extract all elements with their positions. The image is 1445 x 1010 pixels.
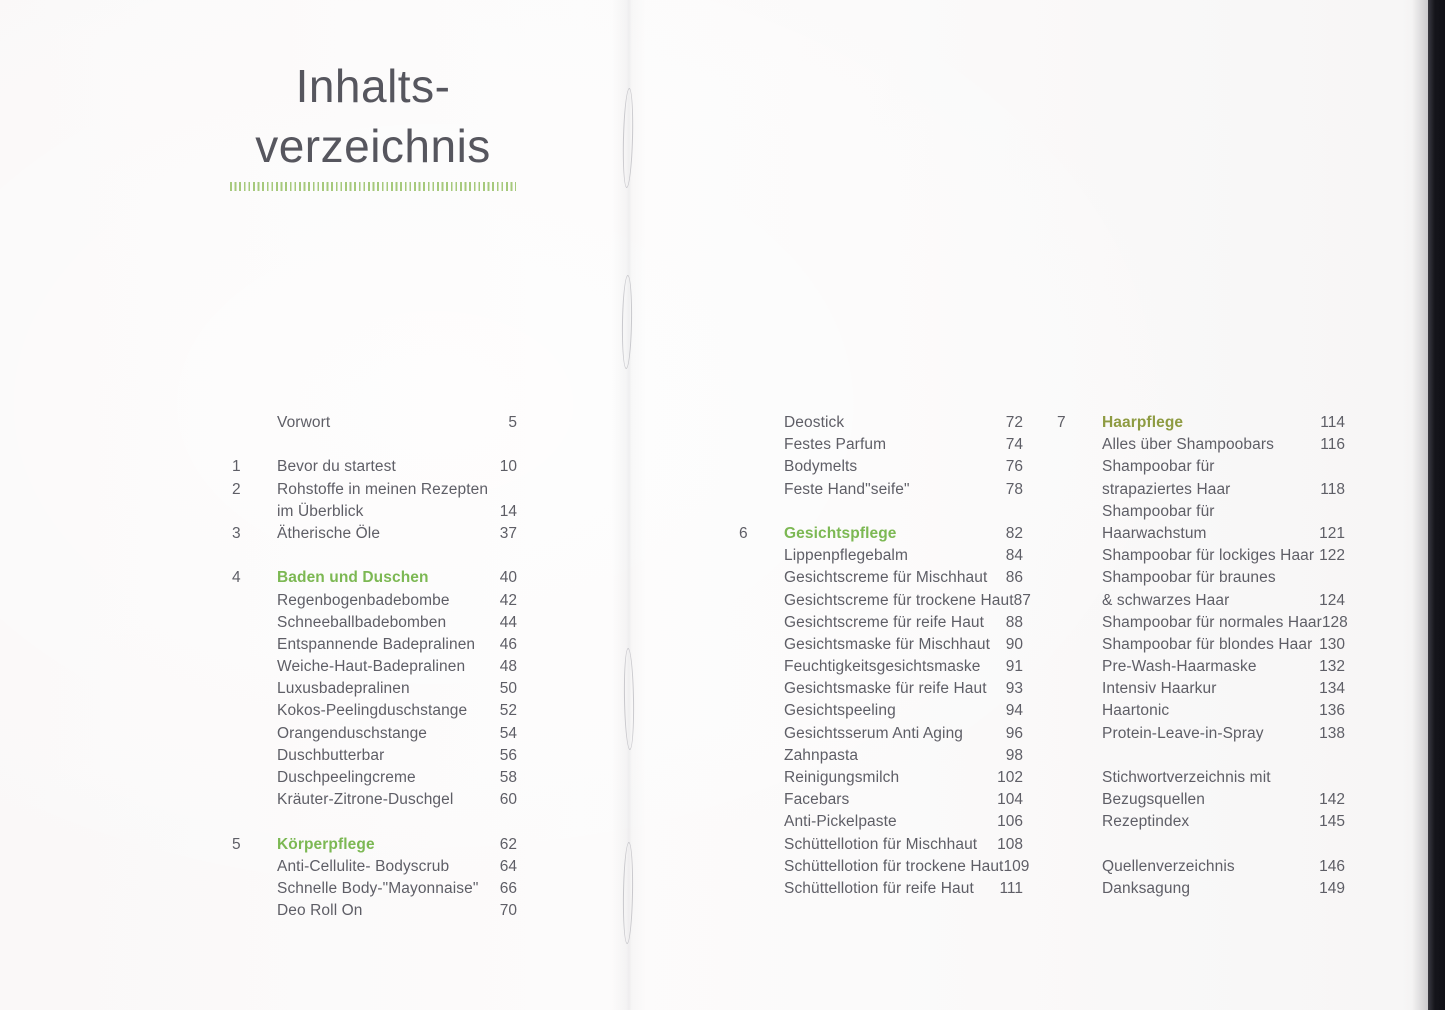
toc-row-page: 114 bbox=[1320, 414, 1345, 431]
toc-row-page: 136 bbox=[1319, 702, 1345, 720]
toc-row-page: 10 bbox=[499, 458, 517, 476]
toc-row bbox=[1057, 856, 1345, 878]
toc-row-number bbox=[1057, 612, 1102, 634]
toc-row-label: Alles über Shampoobars bbox=[1102, 436, 1274, 454]
toc-row bbox=[739, 789, 1023, 811]
toc-row bbox=[1057, 523, 1345, 545]
toc-row bbox=[739, 723, 1023, 745]
toc-row bbox=[1057, 700, 1345, 722]
toc-row-number bbox=[1057, 700, 1102, 722]
toc-row-page: 116 bbox=[1320, 436, 1345, 454]
toc-row-label: Rezeptindex bbox=[1102, 813, 1190, 831]
toc-row bbox=[232, 678, 517, 700]
page-title bbox=[228, 56, 518, 176]
toc-row-label: Shampoobar für normales Haar bbox=[1102, 613, 1322, 631]
toc-row-page: 122 bbox=[1319, 547, 1345, 565]
toc-row-number bbox=[232, 900, 277, 922]
toc-row-label: Shampoobar für braunes bbox=[1102, 569, 1276, 587]
toc-row-page: 64 bbox=[499, 857, 517, 875]
toc-row-page: 93 bbox=[1005, 680, 1023, 698]
toc-row bbox=[739, 678, 1023, 700]
toc-row-label: Kokos-Peelingduschstange bbox=[277, 702, 468, 720]
toc-row bbox=[1057, 567, 1345, 589]
toc-row-page: 87 bbox=[1013, 591, 1031, 609]
toc-row bbox=[739, 700, 1023, 722]
toc-row-number bbox=[739, 856, 784, 878]
toc-row bbox=[739, 612, 1023, 634]
toc-row-label: Gesichtsserum Anti Aging bbox=[784, 724, 964, 742]
page-title-line1: Inhalts- bbox=[295, 60, 451, 112]
toc-row-number bbox=[1057, 501, 1102, 523]
toc-row-number bbox=[739, 412, 784, 434]
toc-row-page: 98 bbox=[1005, 746, 1023, 764]
toc-row bbox=[1057, 545, 1345, 567]
toc-row-page: 84 bbox=[1005, 547, 1023, 565]
toc-row-number bbox=[232, 856, 277, 878]
toc-row-page: 86 bbox=[1005, 569, 1023, 587]
toc-row-label: Gesichtscreme für Mischhaut bbox=[784, 569, 988, 587]
toc-row-number bbox=[1057, 811, 1102, 833]
toc-row-page: 91 bbox=[1005, 658, 1023, 676]
toc-row-label: Weiche-Haut-Badepralinen bbox=[277, 658, 466, 676]
toc-row-number bbox=[1057, 656, 1102, 678]
toc-row bbox=[1057, 612, 1348, 634]
toc-row-label: Reinigungsmilch bbox=[784, 769, 900, 786]
toc-row-page: 90 bbox=[1005, 635, 1023, 653]
toc-row-number bbox=[1057, 767, 1102, 789]
toc-row-label: Gesichtscreme für trockene Haut bbox=[784, 591, 1014, 609]
toc-row-label: Shampoobar für lockiges Haar bbox=[1102, 547, 1315, 565]
toc-row-page: 52 bbox=[499, 702, 517, 720]
toc-row bbox=[232, 856, 517, 878]
toc-row bbox=[232, 723, 517, 745]
page-edge-shadow bbox=[1412, 0, 1428, 1010]
toc-row bbox=[232, 456, 517, 478]
toc-row-label: & schwarzes Haar bbox=[1102, 591, 1230, 609]
toc-row-number bbox=[1057, 434, 1102, 456]
toc-row-number: 1 bbox=[232, 458, 241, 476]
toc-row-label: Bodymelts bbox=[784, 458, 858, 476]
toc-row-number bbox=[739, 811, 784, 833]
toc-row bbox=[739, 656, 1023, 678]
toc-row-page: 149 bbox=[1319, 879, 1345, 897]
toc-row-number bbox=[1057, 456, 1102, 478]
toc-row bbox=[739, 767, 1023, 789]
toc-row-number bbox=[739, 456, 784, 478]
toc-row-label: Pre-Wash-Haarmaske bbox=[1102, 658, 1257, 676]
toc-row-label: Stichwortverzeichnis mit bbox=[1102, 769, 1271, 786]
toc-row-number bbox=[232, 678, 277, 700]
toc-row-number bbox=[739, 700, 784, 722]
toc-row-page: 66 bbox=[499, 879, 517, 897]
toc-row bbox=[1057, 767, 1345, 789]
toc-row bbox=[232, 412, 517, 434]
toc-row bbox=[232, 590, 517, 612]
toc-row bbox=[739, 545, 1023, 567]
toc-row-number bbox=[1057, 789, 1102, 811]
toc-row bbox=[1057, 634, 1345, 656]
toc-row-label: Gesichtspeeling bbox=[784, 702, 896, 720]
toc-spacer bbox=[232, 434, 517, 456]
toc-row-number bbox=[739, 634, 784, 656]
toc-row-number bbox=[232, 501, 277, 523]
toc-row-page: 109 bbox=[1003, 857, 1030, 875]
toc-row-number: 7 bbox=[1057, 414, 1066, 431]
toc-row-number bbox=[739, 745, 784, 767]
toc-row-page: 124 bbox=[1319, 591, 1345, 609]
toc-row bbox=[232, 834, 517, 856]
toc-row-number: 5 bbox=[232, 835, 241, 853]
toc-row-page: 121 bbox=[1319, 524, 1345, 542]
toc-row-label: Schnelle Body-"Mayonnaise" bbox=[277, 879, 479, 897]
toc-row-label: Regenbogenbadebombe bbox=[277, 591, 450, 609]
toc-row-number bbox=[232, 612, 277, 634]
toc-row bbox=[739, 412, 1023, 434]
toc-row-label: Schüttellotion für trockene Haut bbox=[784, 857, 1004, 875]
toc-row-number bbox=[1057, 545, 1102, 567]
toc-row bbox=[739, 590, 1031, 612]
toc-row-number bbox=[739, 678, 784, 700]
toc-row-page: 94 bbox=[1005, 702, 1023, 720]
toc-row-page: 60 bbox=[499, 791, 517, 809]
toc-row-page: 50 bbox=[499, 680, 517, 698]
toc-row-number bbox=[232, 656, 277, 678]
toc-row-page: 118 bbox=[1320, 480, 1345, 498]
toc-row bbox=[232, 745, 517, 767]
toc-row bbox=[1057, 412, 1345, 434]
toc-row-label: Anti-Cellulite- Bodyscrub bbox=[277, 857, 450, 875]
toc-row-number bbox=[739, 434, 784, 456]
toc-row-label: Shampoobar für bbox=[1102, 458, 1215, 476]
toc-row-label: Festes Parfum bbox=[784, 436, 887, 454]
toc-row-label: Schneeballbadebomben bbox=[277, 613, 447, 631]
toc-row-page: 58 bbox=[499, 769, 517, 786]
toc-spacer bbox=[1057, 834, 1345, 856]
toc-row-number: 2 bbox=[232, 480, 241, 498]
toc-column-right bbox=[1057, 412, 1348, 900]
toc-row-number bbox=[232, 745, 277, 767]
toc-row bbox=[739, 479, 1023, 501]
toc-row bbox=[232, 900, 517, 922]
toc-row bbox=[1057, 501, 1345, 523]
toc-row bbox=[1057, 878, 1345, 900]
toc-row-page: 142 bbox=[1319, 791, 1345, 809]
toc-column-middle bbox=[739, 412, 1031, 900]
toc-row-page: 46 bbox=[499, 635, 517, 653]
toc-row-number bbox=[739, 612, 784, 634]
toc-row-label: Körperpflege bbox=[277, 835, 375, 853]
toc-row-number bbox=[739, 834, 784, 856]
toc-row-page: 70 bbox=[499, 902, 517, 920]
toc-row-number bbox=[1057, 590, 1102, 612]
toc-row-number bbox=[1057, 567, 1102, 589]
toc-row-label: Intensiv Haarkur bbox=[1102, 680, 1217, 698]
green-dashed-rule bbox=[230, 182, 516, 191]
toc-row-label: Danksagung bbox=[1102, 879, 1191, 897]
toc-row-label: Deostick bbox=[784, 414, 845, 431]
toc-row-label: Duschpeelingcreme bbox=[277, 769, 416, 786]
toc-row-label: Lippenpflegebalm bbox=[784, 547, 908, 565]
toc-spacer bbox=[1057, 745, 1345, 767]
toc-row-number bbox=[739, 723, 784, 745]
toc-row bbox=[739, 834, 1023, 856]
toc-row bbox=[739, 523, 1023, 545]
toc-row-number bbox=[739, 567, 784, 589]
toc-row-number bbox=[232, 412, 277, 434]
toc-row-page: 48 bbox=[499, 658, 517, 676]
toc-row-page: 132 bbox=[1319, 658, 1345, 676]
toc-row-label: Entspannende Badepralinen bbox=[277, 635, 476, 653]
toc-row-label: Shampoobar für blondes Haar bbox=[1102, 635, 1313, 653]
toc-row-label: Bezugsquellen bbox=[1102, 791, 1205, 809]
toc-row bbox=[739, 434, 1023, 456]
toc-row bbox=[232, 479, 517, 501]
toc-row bbox=[232, 767, 517, 789]
toc-row-number: 3 bbox=[232, 524, 241, 542]
toc-row bbox=[1057, 723, 1345, 745]
toc-row-number bbox=[739, 479, 784, 501]
toc-row-number bbox=[232, 723, 277, 745]
toc-row-page: 104 bbox=[997, 791, 1023, 809]
toc-row-label: im Überblick bbox=[277, 502, 364, 520]
toc-row bbox=[232, 700, 517, 722]
toc-spacer bbox=[739, 501, 1023, 523]
toc-row-number bbox=[1057, 678, 1102, 700]
toc-row-number bbox=[1057, 878, 1102, 900]
toc-row-page: 5 bbox=[508, 414, 517, 431]
toc-row-number bbox=[739, 590, 784, 612]
toc-row-page: 128 bbox=[1321, 613, 1348, 631]
toc-row bbox=[232, 501, 517, 523]
toc-row-label: Haarwachstum bbox=[1102, 524, 1207, 542]
toc-row-number: 6 bbox=[739, 524, 748, 542]
toc-row-page: 138 bbox=[1319, 724, 1345, 742]
toc-row-page: 111 bbox=[999, 879, 1023, 897]
toc-row-page: 37 bbox=[499, 524, 517, 542]
toc-row-number bbox=[1057, 634, 1102, 656]
toc-row bbox=[232, 523, 517, 545]
toc-row-label: Rohstoffe in meinen Rezepten bbox=[277, 480, 489, 498]
toc-row-label: Zahnpasta bbox=[784, 746, 859, 764]
toc-row-label: Anti-Pickelpaste bbox=[784, 813, 897, 831]
toc-row-number bbox=[1057, 856, 1102, 878]
toc-row bbox=[1057, 456, 1345, 478]
toc-row-page: 72 bbox=[1005, 414, 1023, 431]
toc-row-page: 88 bbox=[1005, 613, 1023, 631]
toc-row-number bbox=[739, 767, 784, 789]
toc-row-number bbox=[1057, 523, 1102, 545]
toc-row bbox=[1057, 479, 1345, 501]
toc-row-label: Orangenduschstange bbox=[277, 724, 428, 742]
toc-row-label: Gesichtsmaske für reife Haut bbox=[784, 680, 987, 698]
toc-row-page: 62 bbox=[499, 835, 517, 853]
toc-row-page: 56 bbox=[499, 746, 517, 764]
toc-row-page: 44 bbox=[499, 613, 517, 631]
toc-row bbox=[1057, 590, 1345, 612]
toc-row-number bbox=[232, 634, 277, 656]
toc-row-number bbox=[1057, 723, 1102, 745]
toc-row-number bbox=[739, 789, 784, 811]
toc-row-page: 102 bbox=[997, 769, 1023, 786]
toc-row-page: 76 bbox=[1005, 458, 1023, 476]
toc-row-page: 108 bbox=[997, 835, 1023, 853]
toc-row bbox=[739, 878, 1023, 900]
toc-row-page: 40 bbox=[499, 569, 517, 587]
toc-row-label: Duschbutterbar bbox=[277, 746, 385, 764]
toc-row bbox=[739, 456, 1023, 478]
toc-row bbox=[739, 856, 1030, 878]
toc-row bbox=[739, 567, 1023, 589]
page-title-line2: verzeichnis bbox=[255, 120, 491, 172]
toc-row-label: Gesichtscreme für reife Haut bbox=[784, 613, 985, 631]
toc-spacer bbox=[232, 811, 517, 833]
toc-row-number bbox=[739, 878, 784, 900]
toc-row bbox=[232, 567, 517, 589]
toc-row-number bbox=[232, 590, 277, 612]
toc-row-label: Baden und Duschen bbox=[277, 569, 429, 587]
toc-row-label: Feuchtigkeitsgesichtsmaske bbox=[784, 658, 981, 676]
toc-row-page: 54 bbox=[499, 724, 517, 742]
toc-row bbox=[1057, 678, 1345, 700]
toc-row-label: Haarpflege bbox=[1102, 414, 1184, 431]
toc-row-number bbox=[739, 656, 784, 678]
toc-row-page: 96 bbox=[1005, 724, 1023, 742]
toc-row-label: Protein-Leave-in-Spray bbox=[1102, 724, 1264, 742]
toc-column-left bbox=[232, 412, 517, 922]
toc-row-page: 78 bbox=[1005, 480, 1023, 498]
toc-row-label: Feste Hand"seife" bbox=[784, 480, 910, 498]
toc-row bbox=[1057, 789, 1345, 811]
toc-row-page: 134 bbox=[1319, 680, 1345, 698]
toc-row bbox=[232, 634, 517, 656]
toc-row-number bbox=[232, 700, 277, 722]
toc-row-page: 74 bbox=[1005, 436, 1023, 454]
toc-row-label: Ätherische Öle bbox=[277, 524, 381, 542]
toc-spacer bbox=[232, 545, 517, 567]
toc-row-page: 82 bbox=[1005, 524, 1023, 542]
toc-row-page: 130 bbox=[1319, 635, 1345, 653]
toc-row-label: Kräuter-Zitrone-Duschgel bbox=[277, 791, 454, 809]
toc-row-label: Gesichtspflege bbox=[784, 524, 897, 542]
toc-row-label: Shampoobar für bbox=[1102, 502, 1215, 520]
toc-row-page: 42 bbox=[499, 591, 517, 609]
toc-row-label: Gesichtsmaske für Mischhaut bbox=[784, 635, 990, 653]
toc-row-number: 4 bbox=[232, 569, 241, 587]
toc-row-label: strapaziertes Haar bbox=[1102, 480, 1231, 498]
toc-row-label: Haartonic bbox=[1102, 702, 1170, 720]
toc-row bbox=[232, 612, 517, 634]
toc-row-page: 14 bbox=[499, 502, 517, 520]
toc-row bbox=[1057, 656, 1345, 678]
toc-row-label: Schüttellotion für Mischhaut bbox=[784, 835, 978, 853]
toc-row bbox=[1057, 811, 1345, 833]
toc-row-label: Schüttellotion für reife Haut bbox=[784, 879, 974, 897]
toc-row-number bbox=[232, 789, 277, 811]
toc-row-page: 106 bbox=[997, 813, 1023, 831]
toc-row bbox=[739, 745, 1023, 767]
toc-row-number bbox=[232, 767, 277, 789]
toc-row bbox=[232, 656, 517, 678]
toc-row bbox=[739, 811, 1023, 833]
toc-row-page: 145 bbox=[1319, 813, 1345, 831]
toc-row bbox=[232, 789, 517, 811]
toc-row-number bbox=[232, 878, 277, 900]
toc-row bbox=[232, 878, 517, 900]
toc-row-label: Luxusbadepralinen bbox=[277, 680, 410, 698]
scan-dark-edge bbox=[1428, 0, 1445, 1010]
toc-row-label: Facebars bbox=[784, 791, 850, 809]
toc-row-number bbox=[1057, 479, 1102, 501]
toc-row-label: Vorwort bbox=[277, 414, 331, 431]
toc-row-label: Deo Roll On bbox=[277, 902, 363, 920]
toc-row-number bbox=[739, 545, 784, 567]
toc-row bbox=[1057, 434, 1345, 456]
toc-row-page: 146 bbox=[1319, 857, 1345, 875]
toc-row-label: Quellenverzeichnis bbox=[1102, 857, 1235, 875]
toc-row-label: Bevor du startest bbox=[277, 458, 396, 476]
toc-row bbox=[739, 634, 1023, 656]
